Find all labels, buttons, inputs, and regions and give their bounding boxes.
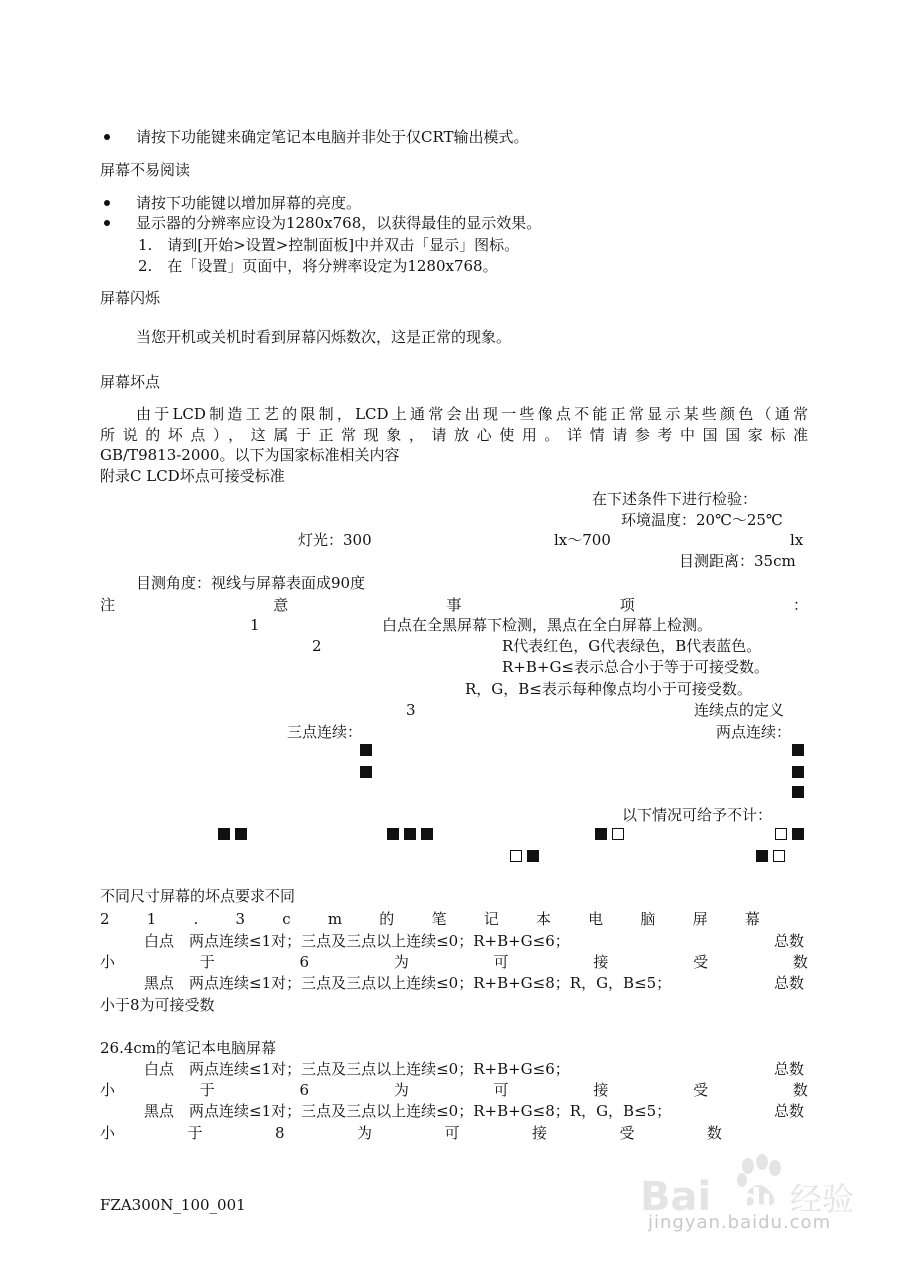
spread-char: 接 (593, 1081, 609, 1099)
condition-light-a: 灯光：300 (298, 531, 372, 549)
size1-char: 2 (100, 910, 110, 928)
conditions-intro: 在下述条件下进行检验： (592, 490, 758, 508)
size1-char: 笔 (431, 910, 447, 928)
flicker-paragraph: 当您开机或关机时看到屏幕闪烁数次，这是正常的现象。 (136, 328, 512, 346)
condition-light-c: lx (790, 531, 804, 549)
note-3-text: 连续点的定义 (694, 701, 785, 719)
spread-char: 可 (493, 1081, 509, 1099)
notes-char: ： (792, 596, 808, 614)
bullet-dot (104, 220, 110, 226)
pixel-black (387, 828, 399, 840)
pixel-black (792, 766, 804, 778)
size1-char: 屏 (692, 910, 708, 928)
size2-black-total: 总数 (774, 1102, 805, 1120)
size1-white-line2 (100, 952, 808, 972)
condition-angle: 目测角度：视线与屏幕表面成90度 (136, 574, 366, 592)
bullet-dot (104, 134, 110, 140)
condition-distance: 目测距离：35cm (679, 552, 796, 570)
spread-char: 为 (393, 1081, 409, 1099)
spread-char: 小 (100, 1081, 116, 1099)
size1-char: 1 (146, 910, 157, 928)
spread-char: 数 (792, 953, 808, 971)
watermark-url: jingyan.baidu.com (648, 1212, 832, 1233)
pixel-white (510, 850, 522, 862)
note-1-text: 白点在全黑屏幕下检测，黑点在全白屏幕上检测。 (382, 616, 713, 634)
size1-char: 电 (588, 910, 604, 928)
not-counted-label: 以下情况可给予不计： (622, 806, 773, 824)
svg-text:du: du (740, 1183, 783, 1218)
spread-char: 为 (393, 953, 409, 971)
pixel-black (792, 786, 804, 798)
spread-char: 接 (593, 953, 609, 971)
pixel-black (360, 766, 372, 778)
size1-white-criteria: 白点 两点连续≤1对；三点及三点以上连续≤0；R+B+G≤6； (144, 932, 570, 950)
spread-char: 8 (274, 1124, 285, 1142)
svg-text:经验: 经验 (790, 1180, 855, 1218)
dead-pixel-para-line1: 由于LCD制造工艺的限制，LCD上通常会出现一些像点不能正常显示某些颜色（通常 (136, 405, 808, 423)
spread-char: 小 (100, 1124, 116, 1142)
size1-char: 的 (379, 910, 395, 928)
size2-white-total: 总数 (774, 1060, 805, 1078)
spread-char: 于 (187, 1124, 203, 1142)
pixel-white (612, 828, 624, 840)
size2-black-criteria: 黑点 两点连续≤1对；三点及三点以上连续≤0；R+B+G≤8；R，G，B≤5； (144, 1102, 672, 1120)
size1-heading (100, 909, 760, 929)
pixel-black (595, 828, 607, 840)
three-consecutive-label: 三点连续： (287, 723, 363, 741)
pixel-black (218, 828, 230, 840)
pixel-black (792, 744, 804, 756)
heading-dead-pixels: 屏幕坏点 (100, 373, 161, 391)
size1-char: c (282, 910, 291, 928)
size1-char: 本 (535, 910, 551, 928)
spread-char: 接 (531, 1124, 547, 1142)
bullet-crt-mode: 请按下功能键来确定笔记本电脑并非处于仅CRT输出模式。 (136, 128, 529, 146)
size1-white-total: 总数 (774, 932, 805, 950)
size2-white-line2 (100, 1080, 808, 1100)
two-consecutive-label: 两点连续： (716, 723, 792, 741)
note-1-number: 1 (250, 616, 260, 634)
size1-black-total: 总数 (774, 974, 805, 992)
pixel-white (775, 828, 787, 840)
size2-black-line2 (100, 1123, 722, 1143)
size1-black-criteria: 黑点 两点连续≤1对；三点及三点以上连续≤0；R+B+G≤8；R，G，B≤5； (144, 974, 672, 992)
note-3-number: 3 (406, 701, 416, 719)
spread-char: 6 (299, 953, 310, 971)
notes-char: 事 (446, 596, 462, 614)
bullet-dot (104, 200, 110, 206)
spread-char: 于 (199, 1081, 215, 1099)
spread-char: 受 (619, 1124, 635, 1142)
pixel-white (773, 850, 785, 862)
note-2-line2: R+B+G≤表示总合小于等于可接受数。 (502, 658, 770, 676)
spread-char: 受 (693, 953, 709, 971)
spread-char: 数 (706, 1124, 722, 1142)
dead-pixel-para-line2: 所说的坏点），这属于正常现象，请放心使用。详情请参考中国国家标准 (100, 426, 808, 444)
document-code: FZA300N_100_001 (100, 1196, 246, 1214)
spread-char: 为 (356, 1124, 372, 1142)
pixel-black (360, 744, 372, 756)
spread-char: 数 (792, 1081, 808, 1099)
note-2-number: 2 (312, 637, 322, 655)
svg-text:Bai: Bai (640, 1174, 712, 1220)
pixel-black (235, 828, 247, 840)
size2-heading: 26.4cm的笔记本电脑屏幕 (100, 1039, 277, 1057)
appendix-title: 附录C LCD坏点可接受标准 (100, 467, 285, 485)
size2-white-criteria: 白点 两点连续≤1对；三点及三点以上连续≤0；R+B+G≤6； (144, 1060, 570, 1078)
baidu-watermark-logo (640, 1150, 870, 1250)
size1-char: . (193, 910, 199, 928)
heading-size-requirements: 不同尺寸屏幕的坏点要求不同 (100, 887, 296, 905)
size1-black-end: 小于8为可接受数 (100, 996, 215, 1014)
bullet-resolution: 显示器的分辨率应设为1280x768，以获得最佳的显示效果。 (136, 214, 542, 232)
pixel-black (421, 828, 433, 840)
heading-screen-hard-to-read: 屏幕不易阅读 (100, 161, 191, 179)
spread-char: 受 (693, 1081, 709, 1099)
step-2: 2. 在「设置」页面中，将分辨率设定为1280x768。 (138, 257, 498, 275)
size1-char: 脑 (640, 910, 656, 928)
size1-char: 3 (235, 910, 246, 928)
notes-heading (100, 595, 808, 615)
pixel-black (527, 850, 539, 862)
bullet-brightness: 请按下功能键以增加屏幕的亮度。 (136, 194, 362, 212)
pixel-black (404, 828, 416, 840)
size1-char: 记 (483, 910, 499, 928)
note-2-line3: R，G，B≤表示每种像点均小于可接受数。 (465, 680, 752, 698)
spread-char: 于 (199, 953, 215, 971)
pixel-black (756, 850, 768, 862)
dead-pixel-para-line3: GB/T9813-2000。以下为国家标准相关内容 (100, 446, 400, 464)
note-2-text: R代表红色，G代表绿色，B代表蓝色。 (502, 637, 762, 655)
heading-screen-flicker: 屏幕闪烁 (100, 289, 161, 307)
spread-char: 可 (493, 953, 509, 971)
notes-char: 项 (619, 596, 635, 614)
spread-char: 可 (444, 1124, 460, 1142)
notes-char: 注 (100, 596, 116, 614)
pixel-black (792, 828, 804, 840)
size1-char: m (327, 910, 343, 928)
step-1: 1. 请到[开始>设置>控制面板]中并双击「显示」图标。 (138, 236, 520, 254)
size1-char: 幕 (744, 910, 760, 928)
spread-char: 6 (299, 1081, 310, 1099)
condition-light-b: lx～700 (554, 531, 611, 549)
notes-char: 意 (273, 596, 289, 614)
spread-char: 小 (100, 953, 116, 971)
condition-temperature: 环境温度：20℃～25℃ (621, 511, 783, 529)
